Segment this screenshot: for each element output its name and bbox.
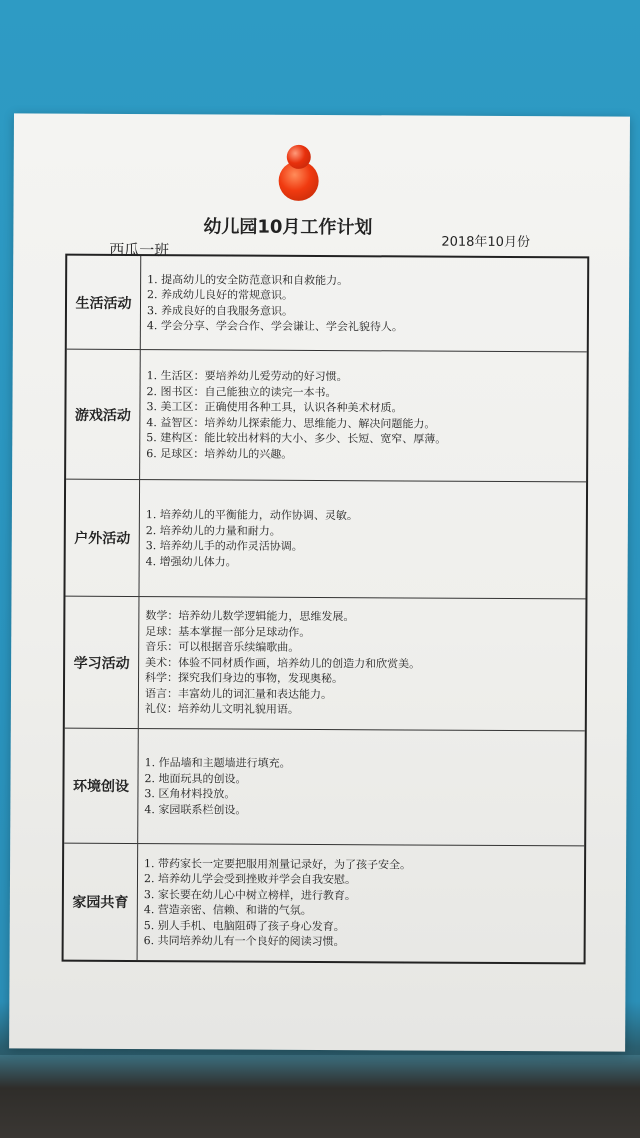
section-label: 学习活动 xyxy=(65,597,140,728)
list-item: 科学：探究我们身边的事物，发现奥秘。 xyxy=(145,671,344,686)
section-items xyxy=(145,597,580,730)
list-item: 音乐：可以根据音乐续编歌曲。 xyxy=(145,640,300,655)
list-item: 2. 地面玩具的创设。 xyxy=(144,771,247,786)
section-label: 生活活动 xyxy=(67,256,141,349)
section-row-life xyxy=(67,256,587,353)
list-item: 1. 提高幼儿的安全防范意识和自救能力。 xyxy=(147,272,349,287)
list-item: 5. 建构区：能比较出材料的大小、多少、长短、宽窄、厚薄。 xyxy=(146,431,447,446)
list-item: 2. 培养幼儿学会受到挫败并学会自我安慰。 xyxy=(143,872,357,887)
paper-sheet xyxy=(9,113,630,1051)
section-items xyxy=(144,844,579,962)
list-item: 1. 作品墙和主题墙进行填充。 xyxy=(144,756,291,770)
list-item: 4. 家园联系栏创设。 xyxy=(144,802,247,817)
class-name: 西瓜一班 xyxy=(109,240,170,260)
list-item: 1. 带药家长一定要把服用剂量记录好，为了孩子安全。 xyxy=(144,856,412,871)
section-label: 户外活动 xyxy=(65,480,140,596)
section-row-outdoor xyxy=(65,480,586,600)
document-date: 2018年10月份 xyxy=(441,234,531,251)
list-item: 足球：基本掌握一部分足球动作。 xyxy=(145,624,311,639)
list-item: 1. 生活区：要培养幼儿爱劳动的好习惯。 xyxy=(146,369,348,384)
list-item: 2. 养成幼儿良好的常规意识。 xyxy=(147,288,294,302)
list-item: 6. 共同培养幼儿有一个良好的阅读习惯。 xyxy=(143,934,345,949)
list-item: 4. 学会分享、学会合作、学会谦让、学会礼貌待人。 xyxy=(146,319,403,334)
document-title: 幼儿园10月工作计划 xyxy=(203,216,373,239)
list-item: 3. 美工区：正确使用各种工具，认识各种美术材质。 xyxy=(146,400,403,415)
section-label: 家园共育 xyxy=(64,844,139,960)
list-item: 美术：体验不同材质作画，培养幼儿的创造力和欣赏美。 xyxy=(145,655,421,671)
section-items xyxy=(146,350,581,481)
list-item: 4. 营造亲密、信赖、和谐的气氛。 xyxy=(143,903,312,917)
section-row-learning xyxy=(65,597,586,732)
section-label: 游戏活动 xyxy=(66,350,141,479)
list-item: 6. 足球区：培养幼儿的兴趣。 xyxy=(146,446,293,461)
plan-table xyxy=(62,254,590,965)
section-items xyxy=(145,480,580,598)
list-item: 5. 别人手机、电脑阻碍了孩子身心发育。 xyxy=(143,918,345,933)
list-item: 4. 益智区：培养幼儿探索能力、思维能力、解决问题能力。 xyxy=(146,415,436,431)
list-item: 3. 家长要在幼儿心中树立榜样，进行教育。 xyxy=(143,887,356,902)
list-item: 语言：丰富幼儿的词汇量和表达能力。 xyxy=(144,686,333,701)
list-item: 3. 培养幼儿手的动作灵活协调。 xyxy=(145,539,303,553)
section-label: 环境创设 xyxy=(64,729,139,843)
desk-surface xyxy=(0,1055,640,1138)
list-item: 2. 图书区：自己能独立的读完一本书。 xyxy=(146,384,337,399)
section-row-environment xyxy=(64,729,585,847)
section-items xyxy=(144,729,579,845)
section-row-game xyxy=(66,350,587,483)
push-pin-icon xyxy=(279,145,319,205)
list-item: 1. 培养幼儿的平衡能力，动作协调、灵敏。 xyxy=(145,508,358,523)
list-item: 3. 区角材料投放。 xyxy=(144,787,236,801)
list-item: 2. 培养幼儿的力量和耐力。 xyxy=(145,523,281,538)
section-row-home-school xyxy=(64,844,585,963)
list-item: 数学：培养幼儿数学逻辑能力，思维发展。 xyxy=(145,609,355,624)
list-item: 3. 养成良好的自我服务意识。 xyxy=(146,303,294,318)
list-item: 4. 增强幼儿体力。 xyxy=(145,554,237,569)
section-items xyxy=(147,256,581,351)
list-item: 礼仪：培养幼儿文明礼貌用语。 xyxy=(144,702,299,717)
